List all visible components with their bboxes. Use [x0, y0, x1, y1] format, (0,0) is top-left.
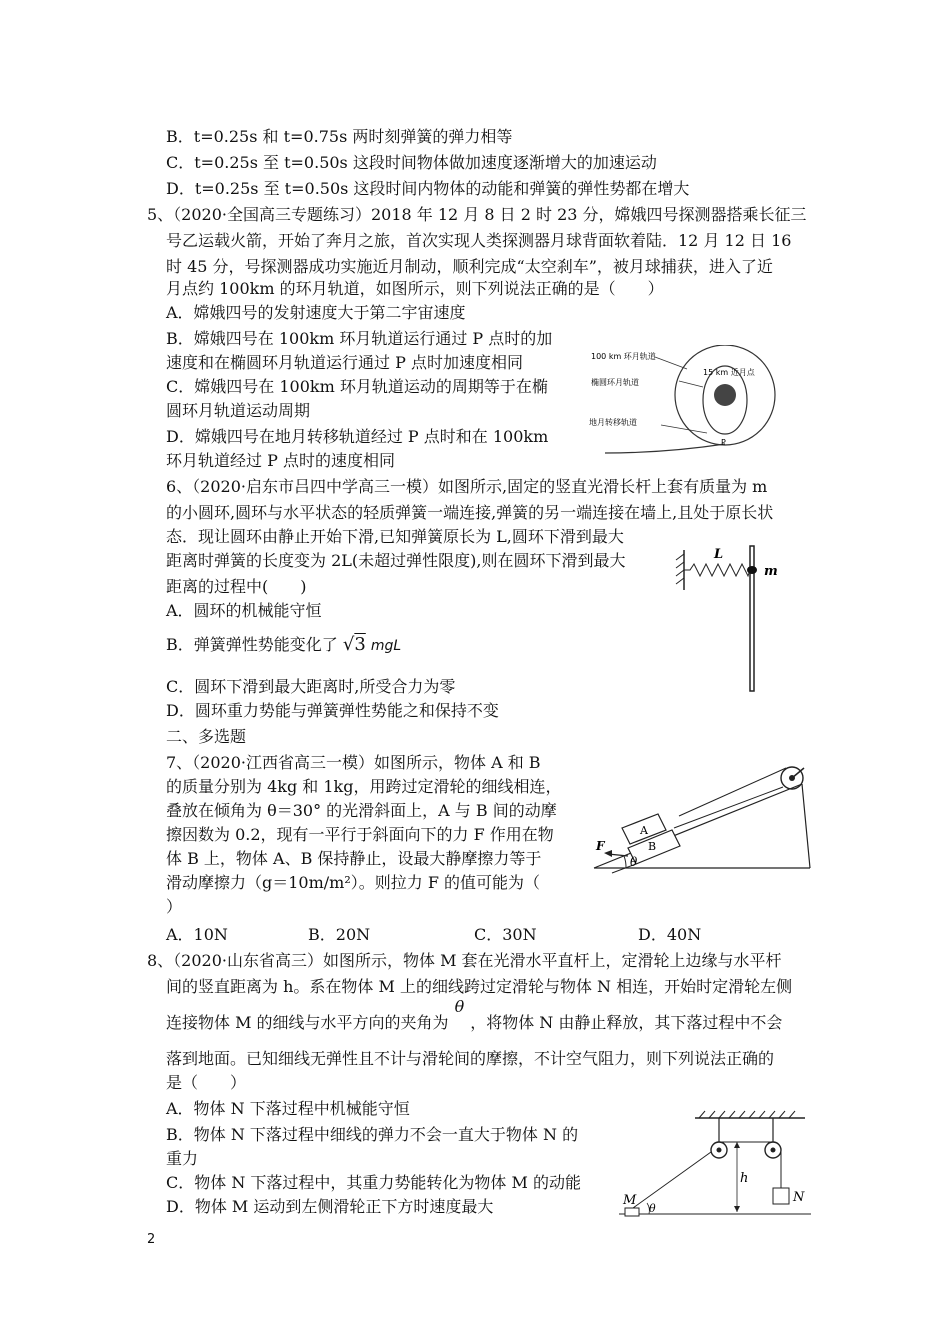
q7-line-7: ） — [166, 897, 183, 916]
q8-line-3-text-b: ，将物体 N 由静止释放，其下落过程中不会 — [470, 1013, 783, 1032]
q8-option-b-1: B．物体 N 下落过程中细线的弹力不会一直大于物体 N 的 — [166, 1125, 579, 1144]
q8-line-4: 落到地面。已知细线无弹性且不计与滑轮间的摩擦，不计空气阻力，则下列说法正确的 — [166, 1049, 775, 1068]
sqrt-value: 3 — [354, 634, 366, 655]
sqrt-symbol: √3 — [342, 634, 366, 655]
q6-line-2: 的小圆环,圆环与水平状态的轻质弹簧一端连接,弹簧的另一端连接在墙上,且处于原长状 — [166, 503, 774, 522]
label-100km-orbit: 100 km 环月轨道 — [591, 352, 656, 361]
q5-option-c-2: 圆环月轨道运动周期 — [166, 401, 311, 420]
q6-option-b-text: B．弹簧弹性势能变化了 — [166, 635, 338, 654]
spring-ring-figure — [672, 540, 802, 695]
label-m: M — [623, 1193, 637, 1208]
q8-line-3 — [166, 997, 783, 1034]
page-number: 2 — [147, 1232, 156, 1247]
q5-option-b-2: 速度和在椭圆环月轨道运行通过 P 点时加速度相同 — [166, 353, 523, 372]
q8-line-2: 间的竖直距离为 h。系在物体 M 上的细线跨过定滑轮与物体 N 相连，开始时定滑轮左侧 — [166, 977, 793, 996]
q6-option-b — [166, 634, 401, 657]
label-block-a: A — [640, 824, 648, 837]
q7-option-b: B．20N — [308, 925, 371, 944]
q7-option-c: C．30N — [474, 925, 537, 944]
q7-line-4: 擦因数为 0.2，现有一平行于斜面向下的力 F 作用在物 — [166, 825, 554, 844]
q7-option-a: A．10N — [166, 925, 228, 944]
q5-option-b-1: B．嫦娥四号在 100km 环月轨道运行通过 P 点时的加 — [166, 329, 553, 348]
q8-line-3-text-a: 连接物体 M 的细线与水平方向的夹角为 — [166, 1013, 449, 1032]
pulley-rod-figure — [615, 1108, 815, 1223]
q6-option-b-formula: mgL — [370, 638, 402, 654]
q8-line-5: 是（ ） — [166, 1073, 247, 1092]
q8-option-d: D．物体 M 运动到左侧滑轮正下方时速度最大 — [166, 1197, 494, 1216]
q6-line-4: 距离时弹簧的长度变为 2L(未超过弹性限度),则在圆环下滑到最大 — [166, 551, 626, 570]
q6-line-1: 6、（2020·启东市吕四中学高三一模）如图所示,固定的竖直光滑长杆上套有质量为 m — [166, 477, 768, 496]
label-perilune: 15 km 近月点 — [703, 368, 755, 377]
q5-stem-line-2: 号乙运载火箭，开始了奔月之旅，首次实现人类探测器月球背面软着陆．12 月 12 日 16 — [166, 231, 792, 250]
label-h: h — [740, 1171, 749, 1186]
q6-option-a: A．圆环的机械能守恒 — [166, 601, 322, 620]
label-block-b: B — [648, 840, 657, 853]
q8-option-a: A．物体 N 下落过程中机械能守恒 — [166, 1099, 410, 1118]
q7-line-2: 的质量分别为 4kg 和 1kg，用跨过定滑轮的细线相连， — [166, 777, 562, 796]
incline-pulley-figure — [590, 760, 815, 875]
q4-option-c: C．t=0.25s 至 t=0.50s 这段时间物体做加速度逐渐增大的加速运动 — [166, 153, 657, 172]
q5-option-c-1: C．嫦娥四号在 100km 环月轨道运动的周期等于在椭 — [166, 377, 548, 396]
q8-option-b-2: 重力 — [166, 1149, 199, 1168]
q8-theta-symbol: θ — [454, 997, 465, 1016]
label-elliptic-orbit: 椭圆环月轨道 — [591, 378, 639, 387]
q7-line-6: 滑动摩擦力（g＝10m/m²）。则拉力 F 的值可能为（ — [166, 873, 541, 892]
label-transfer-orbit: 地月转移轨道 — [589, 418, 637, 427]
q6-line-3: 态．现让圆环由静止开始下滑,已知弹簧原长为 L,圆环下滑到最大 — [166, 527, 624, 546]
q5-stem-line-4: 月点约 100km 的环月轨道，如图所示，则下列说法正确的是（ ） — [166, 279, 664, 298]
label-p: P — [721, 438, 726, 447]
q4-option-b: B．t=0.25s 和 t=0.75s 两时刻弹簧的弹力相等 — [166, 127, 513, 146]
label-n: N — [793, 1190, 805, 1205]
q5-option-d-1: D．嫦娥四号在地月转移轨道经过 P 点时和在 100km — [166, 427, 549, 446]
label-force-f: F — [596, 839, 605, 853]
label-m: m — [764, 564, 778, 579]
q8-option-c: C．物体 N 下落过程中，其重力势能转化为物体 M 的动能 — [166, 1173, 581, 1192]
q5-option-a: A．嫦娥四号的发射速度大于第二宇宙速度 — [166, 303, 466, 322]
lunar-orbit-figure — [585, 345, 785, 455]
section-heading-multiple-choice: 二、多选题 — [166, 727, 247, 746]
q5-stem-line-3: 时 45 分，号探测器成功实施近月制动，顺利完成“太空刹车”，被月球捕获，进入了近 — [166, 257, 773, 276]
q7-line-5: 体 B 上，物体 A、B 保持静止，设最大静摩擦力等于 — [166, 849, 542, 868]
q6-option-d: D．圆环重力势能与弹簧弹性势能之和保持不变 — [166, 701, 499, 720]
q7-option-d: D．40N — [638, 925, 702, 944]
q5-option-d-2: 环月轨道经过 P 点时的速度相同 — [166, 451, 395, 470]
q6-option-c: C．圆环下滑到最大距离时,所受合力为零 — [166, 677, 456, 696]
q5-stem-line-1: 5、（2020·全国高三专题练习）2018 年 12 月 8 日 2 时 23 分，嫦娥四号探测器搭乘长征三 — [147, 205, 807, 224]
q6-line-5: 距离的过程中( ) — [166, 577, 307, 596]
q4-option-d: D．t=0.25s 至 t=0.50s 这段时间内物体的动能和弹簧的弹性势都在增大 — [166, 179, 690, 198]
q7-line-1: 7、（2020·江西省高三一模）如图所示，物体 A 和 B — [166, 753, 541, 772]
label-l: L — [714, 547, 724, 562]
label-theta: θ — [649, 1202, 656, 1215]
q7-line-3: 叠放在倾角为 θ＝30° 的光滑斜面上，A 与 B 间的动摩 — [166, 801, 557, 820]
label-theta: θ — [630, 855, 638, 869]
q8-line-1: 8、（2020·山东省高三）如图所示，物体 M 套在光滑水平直杆上，定滑轮上边缘与水平杆 — [147, 951, 782, 970]
